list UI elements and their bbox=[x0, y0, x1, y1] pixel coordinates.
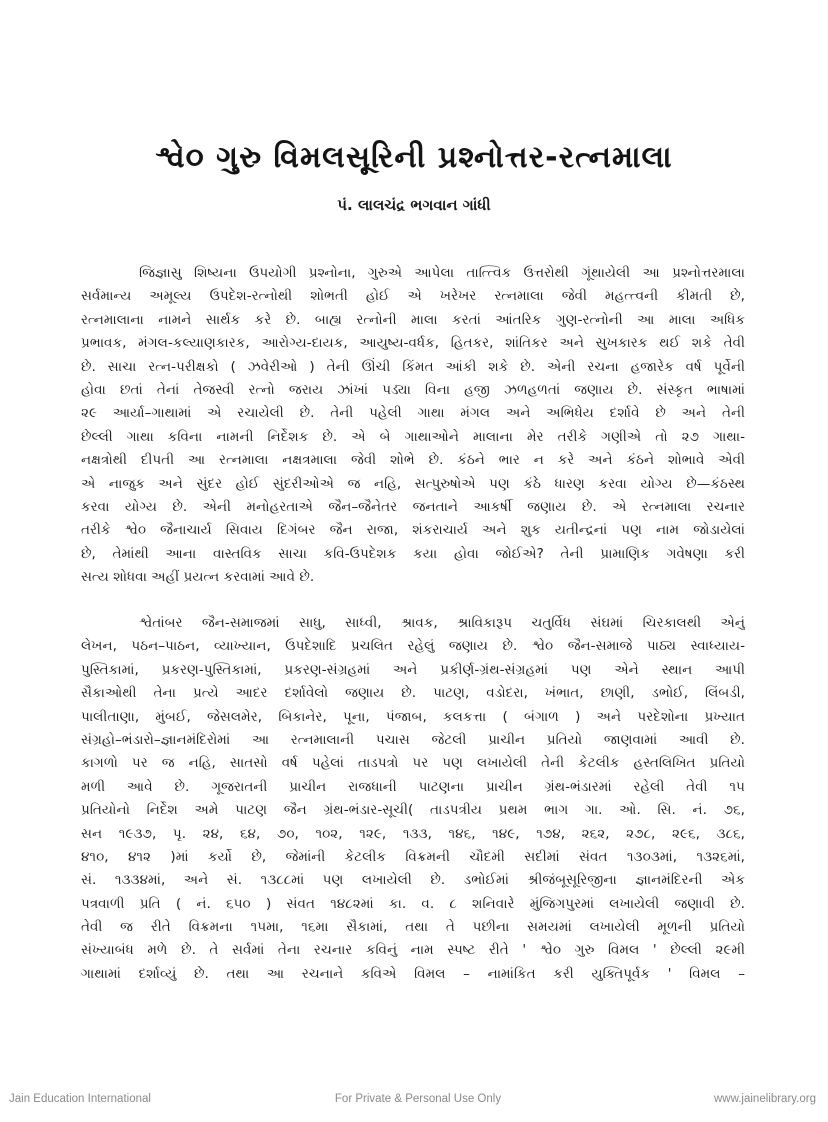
text-line: સૈકાઓથી તેના પ્રત્યે આદર દર્શાવેલો જણાય છે. પાટણ, વડોદરા, ખંભાત, છાણી, ડભોઈ, લિંબડી, bbox=[81, 685, 745, 702]
text-line: ગાથામાં દર્શાવ્યું છે. તથા આ રચનાને કવિએ વિમલ – નામાંકિત કરી યુક્તિપૂર્વક ' વિમલ – bbox=[81, 965, 745, 982]
text-line: મળી આવે છે. ગૂજરાતની પ્રાચીન રાજધાની પાટણના પ્રાચીન ગ્રંથ-ભંડારમાં રહેલી તેવી ૧૫ bbox=[81, 778, 745, 795]
text-line: એ નાજુક અને સુંદર હોઈ સુંદરીઓએ જ નહિ, સત્પુરુષોએ પણ કંઠે ધારણ કરવા યોગ્ય છે—કંઠસ્થ bbox=[81, 475, 745, 492]
text-line: નક્ષત્રોથી દીપતી આ રત્નમાલા નક્ષત્રમાલા જેવી શોભે છે. કંઠને ભાર ન કરે અને કંઠને શોભાવે એવી bbox=[81, 452, 745, 469]
text-line: ૪૧૦, ૪૧૨ )માં કર્યો છે, જેમાંની કેટલીક વિક્રમની ચૌદમી સદીમાં સંવત ૧૩૦૩માં, ૧૩૨૬માં, bbox=[81, 848, 745, 865]
text-line: છેલ્લી ગાથા કવિના નામની નિર્દેશક છે. એ બે ગાથાઓને માલાના મેર તરીકે ગણીએ તો ૨૭ ગાથા- bbox=[81, 428, 745, 445]
footer-website-link[interactable]: www.jainelibrary.org bbox=[713, 1093, 816, 1105]
page-footer bbox=[0, 1093, 828, 1109]
text-line: પાલીતાણા, મુંબઈ, જેસલમેર, બિકાનેર, પૂના, પંજાબ, કલકત્તા ( બંગાળ ) અને પરદેશોના પ્રખ્યાત bbox=[81, 708, 745, 725]
text-line: સંખ્યાબંધ મળે છે. તે સર્વમાં તેના રચનાર કવિનું નામ સ્પષ્ટ રીતે ' શ્વે૦ ગુરુ વિમલ ' છેલ્લી ૨૯મી bbox=[81, 942, 745, 959]
text-line: ૨૯ આર્યા–ગાથામાં એ રચાયેલી છે. તેની પહેલી ગાથા મંગલ અને અભિધેય દર્શાવે છે અને તેની bbox=[81, 405, 745, 422]
article-author: પં. લાલચંદ્ર ભગવાન ગાંધી bbox=[337, 196, 491, 214]
paragraph-2 bbox=[81, 612, 745, 986]
text-line: પત્રવાળી પ્રતિ ( નં. ૬૫૦ ) સંવત ૧૪૮૨માં કા. વ. ૮ શનિવારે મુંજિગપુરમાં લખાયેલી જણાવી છે. bbox=[81, 895, 745, 912]
footer-publisher: Jain Education International bbox=[9, 1093, 151, 1105]
text-line: કાગળો પર જ નહિ, સાતસો વર્ષ પહેલાં તાડપત્રો પર પણ લખાયેલી તેની કેટલીક હસ્તલિખિત પ્રતિયો bbox=[81, 755, 745, 772]
text-line: જિજ્ઞાસુ શિષ્યના ઉપયોગી પ્રશ્નોના, ગુરુએ આપેલા તાત્ત્વિક ઉત્તરોથી ગૂંથાયેલી આ પ્રશ્નોત્તરમાલા bbox=[139, 265, 745, 281]
text-line: પ્રતિયોનો નિર્દેશ અમે પાટણ જૈન ગ્રંથ-ભંડાર-સૂચી( તાડપત્રીય પ્રથમ ભાગ ગા. ઓ. સિ. નં. ૭૬, bbox=[81, 802, 745, 819]
footer-usage-notice: For Private & Personal Use Only bbox=[334, 1093, 502, 1105]
text-line: છે. સાચા રત્ન-પરીક્ષકો ( ઝવેરીઓ ) તેની ઊંચી કિંમત આંકી શકે છે. એની રચના હજારેક વર્ષ પૂર્વેની bbox=[81, 358, 745, 375]
text-line: પ્રભાવક, મંગલ-કલ્યાણકારક, આરોગ્ય-દાયક, આયુષ્ય-વર્ધક, હિતકર, શાંતિકર અને સુખકારક થઈ શકે તેવી bbox=[81, 335, 745, 352]
text-line: છે, તેમાંથી આના વાસ્તવિક સાચા કવિ-ઉપદેશક કયા હોવા જોઈએ? તેની પ્રામાણિક ગવેષણા કરી bbox=[81, 545, 745, 562]
text-line: તરીકે શ્વે૦ જૈનાચાર્ય સિવાય દિગંબર જૈન રાજા, શંકરાચાર્ય અને શુક યતીન્દ્રનાં પણ નામ જોડાયેલાં bbox=[81, 522, 745, 539]
text-line: હોવા છતાં તેનાં તેજસ્વી રત્નો જરાય ઝાંખાં પડ્યા વિના હજી ઝળહળતાં જણાય છે. સંસ્કૃત ભાષામાં bbox=[81, 381, 745, 398]
text-line: લેખન, પઠન–પાઠન, વ્યાખ્યાન, ઉપદેશાદિ પ્રચલિત રહેલું જણાય છે. શ્વે૦ જૈન-સમાજે પાઠ્ય સ્વાધ્યાય- bbox=[81, 638, 745, 655]
text-line: સન ૧૯૩૭, પૃ. ૨૪, ૬૪, ૭૦, ૧૦૨, ૧૨૯, ૧૩૩, ૧૪૬, ૧૪૯, ૧૭૪, ૨૬૨, ૨૭૮, ૨૯૬, ૩૮૬, bbox=[81, 825, 745, 842]
text-line: સં. ૧૩૩૪માં, અને સં. ૧૩૮૮માં પણ લખાયેલી છે. ડભોઈમાં શ્રીજંબૂસૂરિજીના જ્ઞાનમંદિરની એક bbox=[81, 872, 745, 889]
text-line: શ્વેતાંબર જૈન-સમાજમાં સાધુ, સાધ્વી, શ્રાવક, શ્રાવિકારૂપ ચતુર્વિધ સંઘમાં ચિરકાલથી એનું bbox=[139, 615, 745, 631]
article-title: શ્વે૦ ગુરુ વિમલસૂરિની પ્રશ્નોત્તર-રત્નમાલા bbox=[155, 140, 673, 175]
text-line: કરવા યોગ્ય છે. એની મનોહરતાએ જૈન–જૈનેતર જનતાને આકર્ષી જણાય છે. એ રત્નમાલા રચનાર bbox=[81, 498, 745, 515]
text-line: રત્નમાલાના નામને સાર્થક કરે છે. બાહ્ય રત્નોની માલા કરતાં આંતરિક ગુણ-રત્નોની આ માલા અધિક bbox=[81, 311, 745, 328]
text-line: સંગ્રહો–ભંડારો–જ્ઞાનમંદિરોમાં આ રત્નમાલાની પચાસ જેટલી પ્રાચીન પ્રતિયો જાણવામાં આવી છે. bbox=[81, 731, 745, 748]
text-line: સર્વમાન્ય અમૂલ્ય ઉપદેશ-રત્નોથી શોભતી હોઈ એ ખરેખર રત્નમાલા જેવી મહત્ત્વની કીમતી છે, bbox=[81, 288, 745, 305]
text-line: સત્ય શોધવા અહીં પ્રયત્ન કરવામાં આવે છે. bbox=[81, 569, 315, 586]
text-line: પુસ્તિકામાં, પ્રકરણ-પુસ્તિકામાં, પ્રકરણ-સંગ્રહમાં અને પ્રકીર્ણ-ગ્રંથ-સંગ્રહમાં પણ એને સ્થાન આપી bbox=[81, 661, 745, 678]
text-line: તેવી જ રીતે વિક્રમના ૧૫મા, ૧૬મા સૈકામાં, તથા તે પછીના સમયમાં લખાયેલી મૂળની પ્રતિયો bbox=[81, 919, 745, 936]
paragraph-1 bbox=[81, 262, 745, 589]
